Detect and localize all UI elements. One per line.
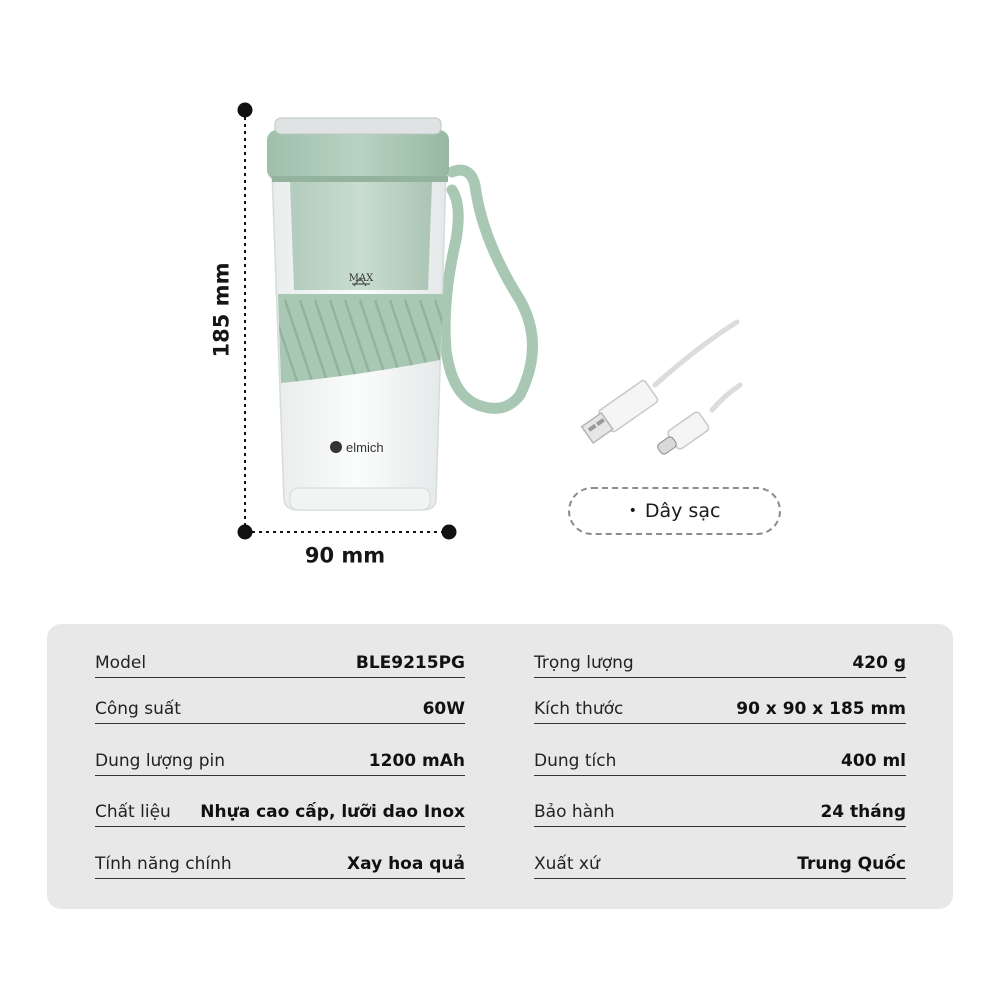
spec-value: 420 g	[852, 653, 906, 673]
spec-value: 60W	[422, 699, 465, 719]
spec-column-left	[95, 638, 465, 879]
spec-value: 400 ml	[841, 751, 906, 771]
spec-row-size	[534, 678, 906, 724]
spec-value: Nhựa cao cấp, lưỡi dao Inox	[200, 802, 465, 822]
spec-label: Xuất xứ	[534, 854, 600, 874]
spec-row-feature	[95, 827, 465, 879]
spec-row-weight	[534, 638, 906, 678]
spec-label: Tính năng chính	[95, 854, 232, 874]
lid	[267, 130, 449, 180]
spec-value: Trung Quốc	[797, 854, 906, 874]
spec-panel	[47, 624, 953, 909]
spec-label: Công suất	[95, 699, 181, 719]
spec-label: Bảo hành	[534, 802, 615, 822]
spec-row-warranty	[534, 776, 906, 827]
spec-label: Chất liệu	[95, 802, 171, 822]
spec-column-right	[534, 638, 906, 879]
spec-row-model	[95, 638, 465, 678]
height-dimension-line	[238, 103, 253, 531]
charging-cable-label: Dây sạc	[644, 500, 721, 522]
spec-value: 90 x 90 x 185 mm	[736, 699, 906, 719]
max-marking: MAX	[348, 273, 374, 284]
blender-bottle	[267, 118, 533, 510]
spec-row-material	[95, 776, 465, 827]
spec-row-battery	[95, 724, 465, 776]
spec-value: BLE9215PG	[355, 653, 465, 673]
spec-value: 24 tháng	[820, 802, 906, 822]
brand-logo: elmich	[346, 440, 384, 455]
spec-value: 1200 mAh	[368, 751, 465, 771]
usb-cable-icon	[580, 322, 740, 460]
width-dimension-line	[238, 525, 457, 540]
brand-logo-icon	[330, 441, 342, 453]
spec-row-capacity	[534, 724, 906, 776]
width-dimension-label: 90 mm	[304, 543, 386, 568]
height-dimension-label: 185 mm	[209, 262, 234, 358]
spec-row-power	[95, 678, 465, 724]
spec-label: Dung tích	[534, 751, 617, 771]
bullet: •	[628, 503, 637, 519]
spec-label: Trọng lượng	[534, 653, 634, 673]
charging-cable-tag	[568, 487, 781, 535]
spec-label: Kích thước	[534, 699, 624, 719]
spec-label: Model	[95, 653, 147, 673]
carry-strap	[445, 170, 532, 408]
spec-row-origin	[534, 827, 906, 879]
spec-label: Dung lượng pin	[95, 751, 225, 771]
spec-value: Xay hoa quả	[347, 854, 465, 874]
